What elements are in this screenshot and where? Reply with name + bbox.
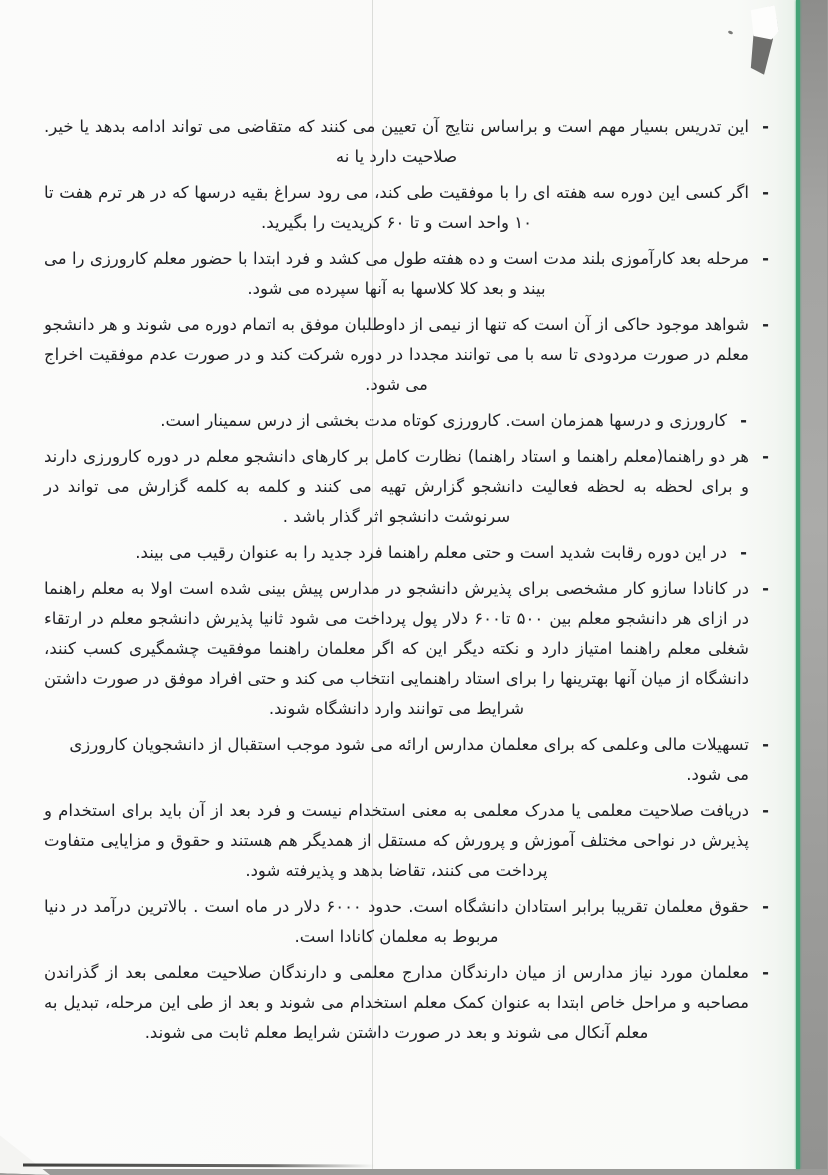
bullet-item bbox=[45, 796, 770, 886]
bullet-dash-icon: - bbox=[763, 183, 770, 202]
bullet-text: این تدریس بسیار مهم است و براساس نتایج آن تعیین می کنند که متقاضی می تواند ادامه بدهد یا خیر. صلاحیت دارد یا نه bbox=[45, 117, 750, 166]
bullet-item bbox=[45, 730, 770, 790]
bullet-text: در این دوره رقابت شدید است و حتی معلم راهنما فرد جدید را به عنوان رقیب می بیند. bbox=[136, 543, 728, 562]
bullet-dash-icon: - bbox=[763, 801, 770, 820]
bullet-text: مرحله بعد کارآموزی بلند مدت است و ده هفته طول می کشد و فرد ابتدا با حضور معلم کارورزی را می بیند و بعد کلا کلاسها به آنها سپرده می شود. bbox=[45, 249, 750, 298]
bullet-dash-icon: - bbox=[763, 579, 770, 598]
bullet-dash-icon: - bbox=[763, 249, 770, 268]
bullet-dash-icon: - bbox=[763, 447, 770, 466]
bullet-item-sub bbox=[45, 406, 748, 436]
bullet-item bbox=[45, 244, 770, 304]
bullet-item bbox=[45, 958, 770, 1048]
bullet-text: دریافت صلاحیت معلمی یا مدرک معلمی به معنی استخدام نیست و فرد بعد از آن باید برای استخدام و پذیرش در نواحی مختلف آموزش و پرورش که مستقل از همدیگر هم هستند و حقوق و مزایایی متفاوت پرداخت می کنند، تقاضا بدهد و پذیرفته شود. bbox=[45, 801, 750, 880]
document-body bbox=[45, 112, 770, 1054]
bullet-text: هر دو راهنما(معلم راهنما و استاد راهنما) نظارت کامل بر کارهای دانشجو معلم در دوره کارورزی دارند و برای لحظه به لحظه فعالیت دانشجو گزارش تهیه می کنند و کلمه به کلمه گزارش می تواند در سرنوشت دانشجو اثر گذار باشد . bbox=[45, 447, 750, 526]
green-page-edge bbox=[797, 0, 801, 1169]
bullet-dash-icon: - bbox=[741, 543, 748, 562]
bullet-item bbox=[45, 178, 770, 238]
bullet-text: تسهیلات مالی وعلمی که برای معلمان مدارس ارائه می شود موجب استقبال از دانشجویان کارورزی می شود. bbox=[70, 735, 750, 784]
scanner-background bbox=[801, 0, 828, 1169]
bullet-dash-icon: - bbox=[763, 963, 770, 982]
bullet-text: اگر کسی این دوره سه هفته ای را با موفقیت طی کند، می رود سراغ بقیه درسها که در هر ترم هفت تا ۱۰ واحد است و تا ۶۰ کریدیت را بگیرید. bbox=[45, 183, 750, 232]
bullet-text: شواهد موجود حاکی از آن است که تنها از نیمی از داوطلبان موفق به اتمام دوره می شوند و هر دانشجو معلم در صورت مردودی تا سه با می توانند مجددا در دوره شرکت کند و در صورت عدم موفقیت اخراج می شود. bbox=[45, 315, 750, 394]
bullet-text: کارورزی و درسها همزمان است. کارورزی کوتاه مدت بخشی از درس سمینار است. bbox=[161, 411, 728, 430]
bullet-dash-icon: - bbox=[763, 897, 770, 916]
bullet-item bbox=[45, 442, 770, 532]
bullet-dash-icon: - bbox=[741, 411, 748, 430]
bullet-item-sub bbox=[45, 538, 748, 568]
bullet-dash-icon: - bbox=[763, 735, 770, 754]
bullet-item bbox=[45, 112, 770, 172]
bullet-text: معلمان مورد نیاز مدارس از میان دارندگان مدارج معلمی و دارندگان صلاحیت معلمی بعد از گذراندن مصاحبه و مراحل خاص ابتدا به عنوان کمک معلم استخدام می شوند و بعد از طی این مرحله، تبدیل به معلم آنکال می شوند و بعد در صورت داشتن شرایط معلم ثابت می شوند. bbox=[45, 963, 750, 1042]
bullet-text: حقوق معلمان تقریبا برابر استادان دانشگاه است. حدود ۶۰۰۰ دلار در ماه است . بالاترین درآمد در دنیا مربوط به معلمان کانادا است. bbox=[45, 897, 750, 946]
bullet-item bbox=[45, 310, 770, 400]
bullet-item bbox=[45, 574, 770, 724]
bullet-item bbox=[45, 892, 770, 952]
bullet-dash-icon: - bbox=[763, 315, 770, 334]
bullet-text: در کانادا سازو کار مشخصی برای پذیرش دانشجو در مدارس پیش بینی شده است اولا به معلم راهنما در ازای هر دانشجو معلم بین ۵۰۰ تا۶۰۰ دلار پول پرداخت می شود ثانیا پذیرش دانشجو معلم در ارتقاء شغلی معلم راهنما امتیاز دارد و نکته دیگر این که اگر معلمان راهنما موفقیت چشمگیری کسب کنند، دانشگاه از میان آنها بهترینها را برای استاد راهنمایی انتخاب می کند و حتی افراد موفق در صورت داشتن شرایط می توانند وارد دانشگاه شوند. bbox=[45, 579, 751, 718]
bullet-dash-icon: - bbox=[763, 117, 770, 136]
